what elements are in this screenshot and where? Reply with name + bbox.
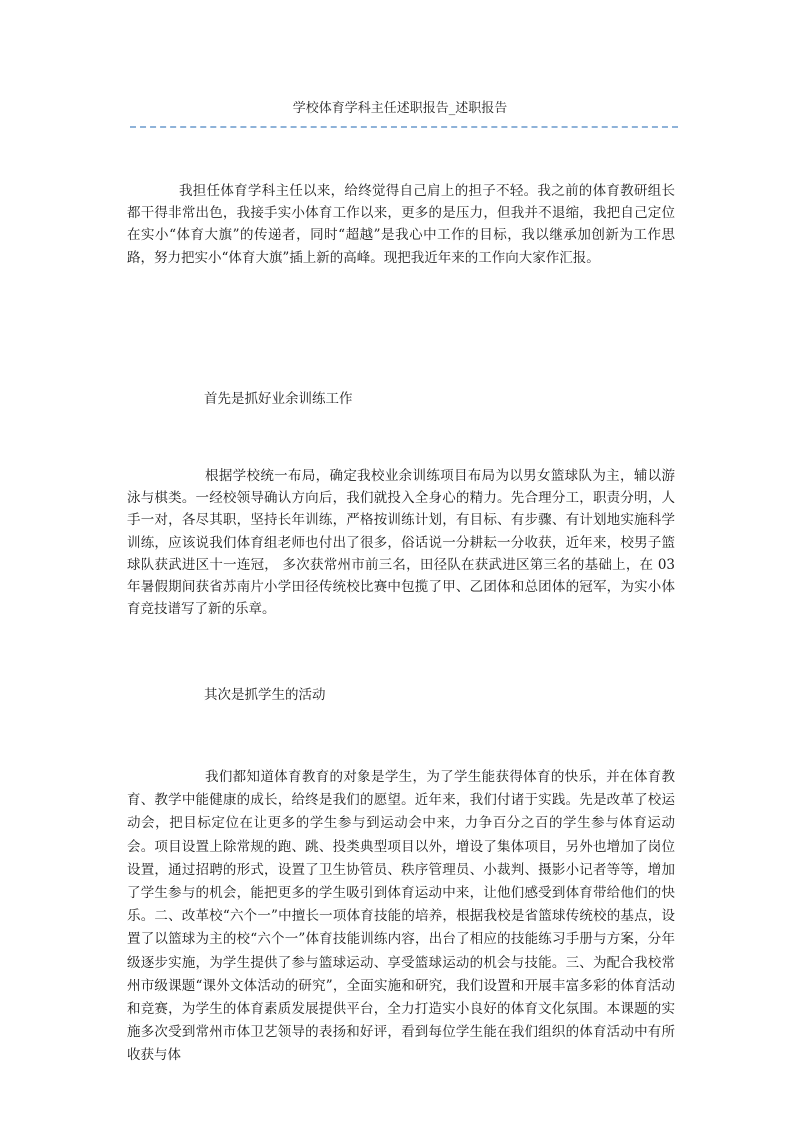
title-divider bbox=[130, 126, 678, 128]
training-paragraph: 根据学校统一布局，确定我校业余训练项目布局为以男女篮球队为主，辅以游泳与棋类。一经校领导确认方向后，我们就投入全身心的精力。先合理分工，职责分明，人手一对，各尽其职，坚持长年训练，严格按训练计划，有目标、有步骤、有计划地实施科学训练，应该说我们体育组老师也付出了很多，俗话说一分耕耘一分收获，近年来，校男子篮球队获武进区十一连冠， 多次获常州市前三名，田径队在获武进区第三名的基础上，在 03 年暑假期间获省苏南片小学田径传统校比赛中包揽了甲、乙团体和总团体的冠军，为实小体育竞技谱写了新的乐章。 bbox=[127, 468, 675, 618]
section-heading-training: 首先是抓好业余训练工作 bbox=[204, 391, 353, 407]
page-title: 学校体育学科主任述职报告_述职报告 bbox=[292, 101, 508, 116]
section-heading-activities: 其次是抓学生的活动 bbox=[204, 687, 326, 703]
intro-paragraph: 我担任体育学科主任以来，给终觉得自己肩上的担子不轻。我之前的体育教研组长都干得非常出色，我接手实小体育工作以来，更多的是压力，但我并不退缩，我把自己定位在实小“体育大旗”的传递者，同时“超越”是我心中工作的目标，我以继承加创新为工作思路，努力把实小“体育大旗”插上新的高峰。现把我近年来的工作向大家作汇报。 bbox=[127, 183, 675, 266]
activities-paragraph: 我们都知道体育教育的对象是学生，为了学生能获得体育的快乐，并在体育教育、教学中能健康的成长，给终是我们的愿望。近年来，我们付诸于实践。先是改革了校运动会，把目标定位在让更多的学生参与到运动会中来，力争百分之百的学生参与体育运动会。项目设置上除常规的跑、跳、投类典型项目以外，增设了集体项目，另外也增加了岗位设置，通过招聘的形式，设置了卫生协管员、秩序管理员、小裁判、摄影小记者等等，增加了学生参与的机会，能把更多的学生吸引到体育运动中来，让他们感受到体育带给他们的快乐。二、改革校“六个一”中擅长一项体育技能的培养，根据我校是省篮球传统校的基点，设置了以篮球为主的校“六个一”体育技能训练内容，出台了相应的技能练习手册与方案，分年级逐步实施，为学生提供了参与篮球运动、享受篮球运动的机会与技能。三、为配合我校常州市级课题“课外文体活动的研究”，全面实施和研究，我们设置和开展丰富多彩的体育活动和竞赛，为学生的体育素质发展提供平台，全力打造实小良好的体育文化氛围。本课题的实施多次受到常州市体卫艺领导的表扬和好评，看到每位学生能在我们组织的体育活动中有所收获与体 bbox=[127, 769, 675, 1064]
